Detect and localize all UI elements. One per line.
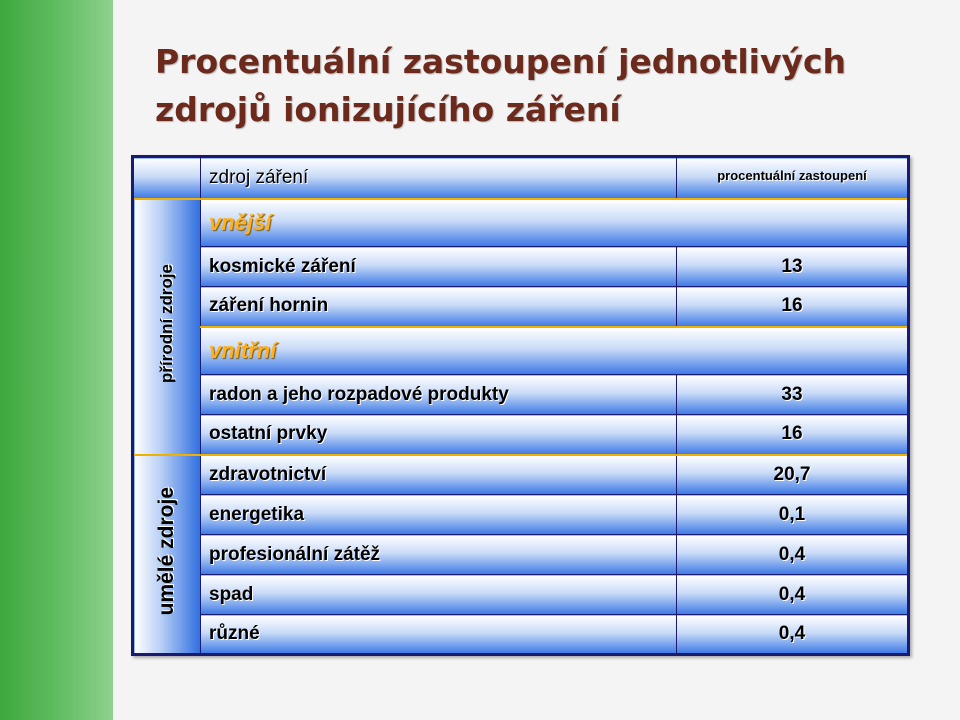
subheader-internal: vnitřní [201, 327, 909, 375]
row-percent: 13 [677, 247, 909, 287]
row-source: různé [201, 615, 677, 655]
row-source: ostatní prvky [201, 415, 677, 455]
group-natural-label: přírodní zdroje [157, 264, 176, 383]
table-row [133, 375, 909, 415]
table-row [133, 287, 909, 327]
row-percent: 0,1 [677, 495, 909, 535]
row-source: profesionální zátěž [201, 535, 677, 575]
group-artificial-label: umělé zdroje [155, 487, 178, 616]
table-row [133, 615, 909, 655]
subheader-row-internal [133, 327, 909, 375]
row-source: energetika [201, 495, 677, 535]
row-source: radon a jeho rozpadové produkty [201, 375, 677, 415]
row-percent: 16 [677, 415, 909, 455]
header-percent: procentuální zastoupení [677, 157, 909, 199]
row-percent: 33 [677, 375, 909, 415]
table-row [133, 415, 909, 455]
row-source: záření hornin [201, 287, 677, 327]
subheader-row-external [133, 199, 909, 247]
decorative-sidebar [0, 0, 113, 720]
table-row [133, 575, 909, 615]
row-source: kosmické záření [201, 247, 677, 287]
row-percent: 0,4 [677, 535, 909, 575]
row-source: spad [201, 575, 677, 615]
row-percent: 0,4 [677, 575, 909, 615]
subheader-external: vnější [201, 199, 909, 247]
header-source: zdroj záření [201, 157, 677, 199]
header-corner-cell [133, 157, 201, 199]
table-header-row [133, 157, 909, 199]
table-row [133, 247, 909, 287]
table-row [133, 455, 909, 495]
slide-title: Procentuální zastoupení jednotlivých zdrojů ionizujícího záření [155, 42, 847, 129]
row-percent: 16 [677, 287, 909, 327]
row-percent: 0,4 [677, 615, 909, 655]
row-percent: 20,7 [677, 455, 909, 495]
table-row [133, 495, 909, 535]
table-row [133, 535, 909, 575]
row-source: zdravotnictví [201, 455, 677, 495]
group-artificial-sources [133, 455, 201, 655]
radiation-sources-table [131, 155, 910, 656]
group-natural-sources [133, 199, 201, 455]
